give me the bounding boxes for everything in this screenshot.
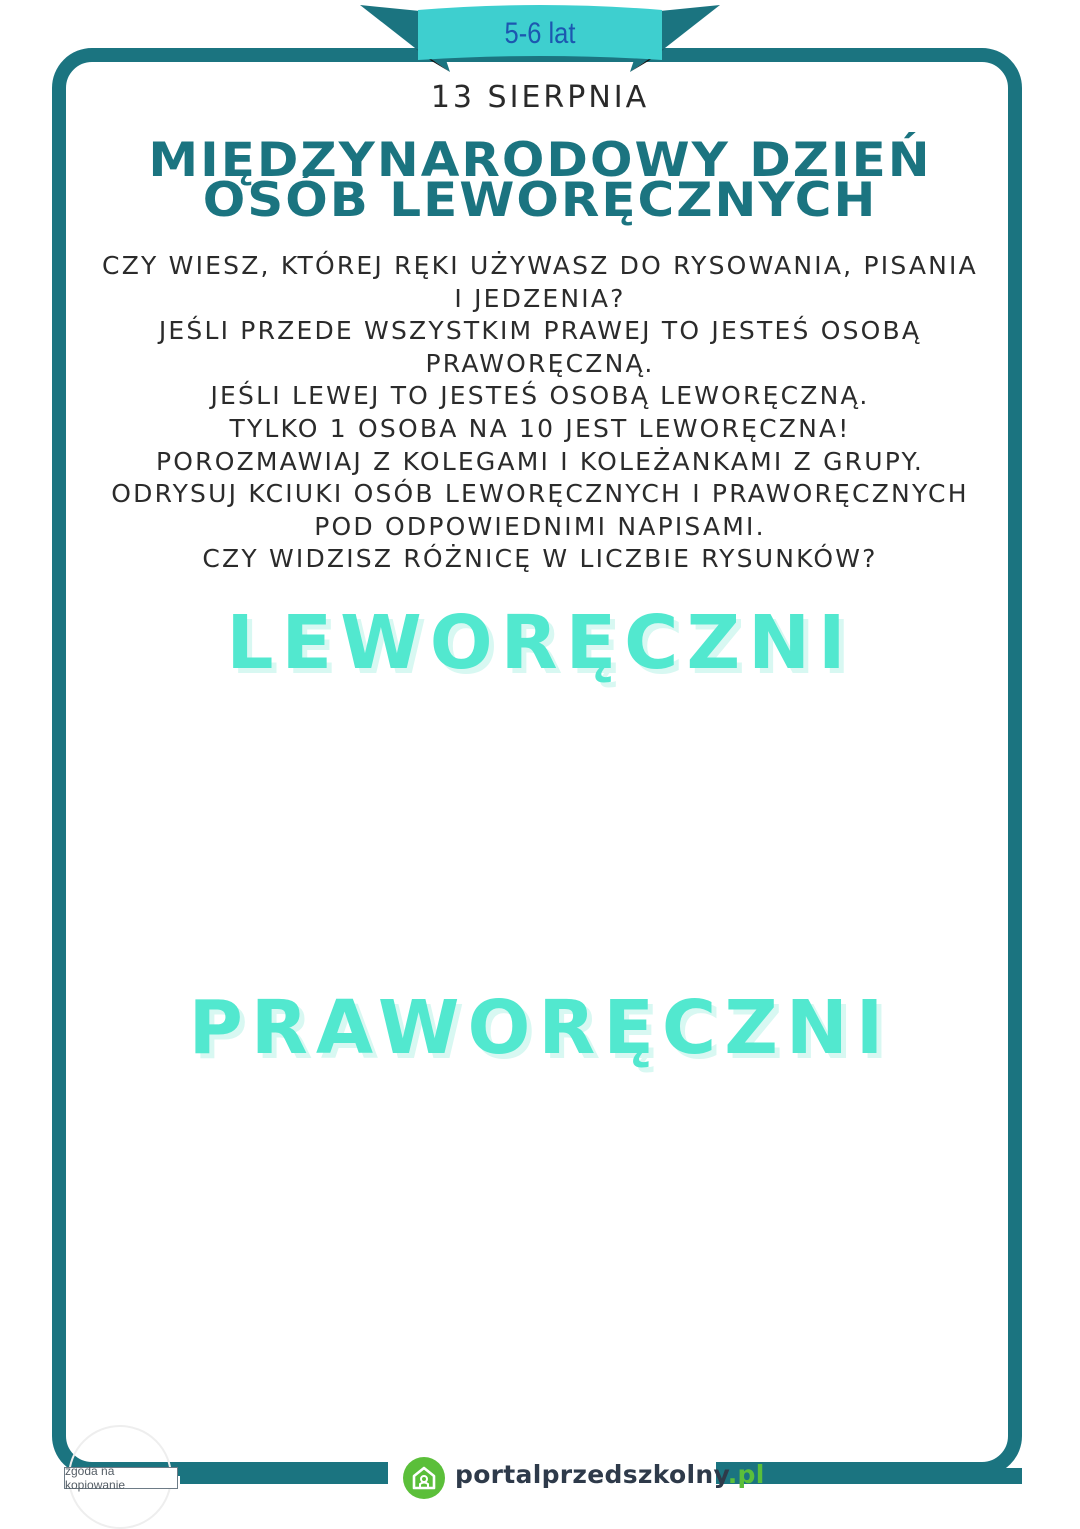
intro-line: POROZMAWIAJ Z KOLEGAMI I KOLEŻANKAMI Z GRUPY. (155, 446, 925, 476)
title-line-2: OSÓB LEWORĘCZNYCH (202, 172, 878, 228)
intro-line: JEŚLI LEWEJ TO JESTEŚ OSOBĄ LEWORĘCZNĄ. (210, 381, 870, 411)
house-icon (403, 1457, 445, 1499)
site-tld: .pl (727, 1460, 765, 1489)
right-handed-drawing-area[interactable] (80, 1080, 1000, 1440)
intro-line: JEŚLI PRZEDE WSZYSTKIM PRAWEJ TO JESTEŚ OSOBĄ (158, 316, 922, 346)
intro-line: PRAWORĘCZNĄ. (425, 348, 655, 378)
age-label: 5-6 lat (504, 17, 576, 50)
copy-permission-label: zgoda na kopiowanie (64, 1467, 178, 1489)
event-date: 13 SIERPNIA (430, 80, 650, 115)
title-line-1: MIĘDZYNARODOWY DZIEŃ (148, 132, 932, 188)
site-logo-text[interactable] (455, 1460, 765, 1489)
age-ribbon (355, 0, 725, 80)
intro-line: TYLKO 1 OSOBA NA 10 JEST LEWORĘCZNA! (229, 413, 851, 443)
page-title (0, 132, 1080, 228)
left-handed-heading: LEWORĘCZNI (226, 600, 854, 686)
intro-line: CZY WIDZISZ RÓŻNICĘ W LICZBIE RYSUNKÓW? (202, 544, 878, 574)
intro-line: ODRYSUJ KCIUKI OSÓB LEWORĘCZNYCH I PRAWORĘCZNYCH (111, 479, 969, 509)
intro-line: CZY WIESZ, KTÓREJ RĘKI UŻYWASZ DO RYSOWANIA, PISANIA (102, 251, 978, 280)
instructions-text (80, 250, 1000, 576)
intro-line: I JEDZENIA? (454, 283, 626, 313)
left-handed-drawing-area[interactable] (80, 700, 1000, 980)
footer-divider-left (180, 1468, 388, 1484)
intro-line: POD ODPOWIEDNIMI NAPISAMI. (314, 511, 766, 541)
site-name: portalprzedszkolny (455, 1460, 728, 1489)
right-handed-heading: PRAWORĘCZNI (188, 985, 892, 1071)
